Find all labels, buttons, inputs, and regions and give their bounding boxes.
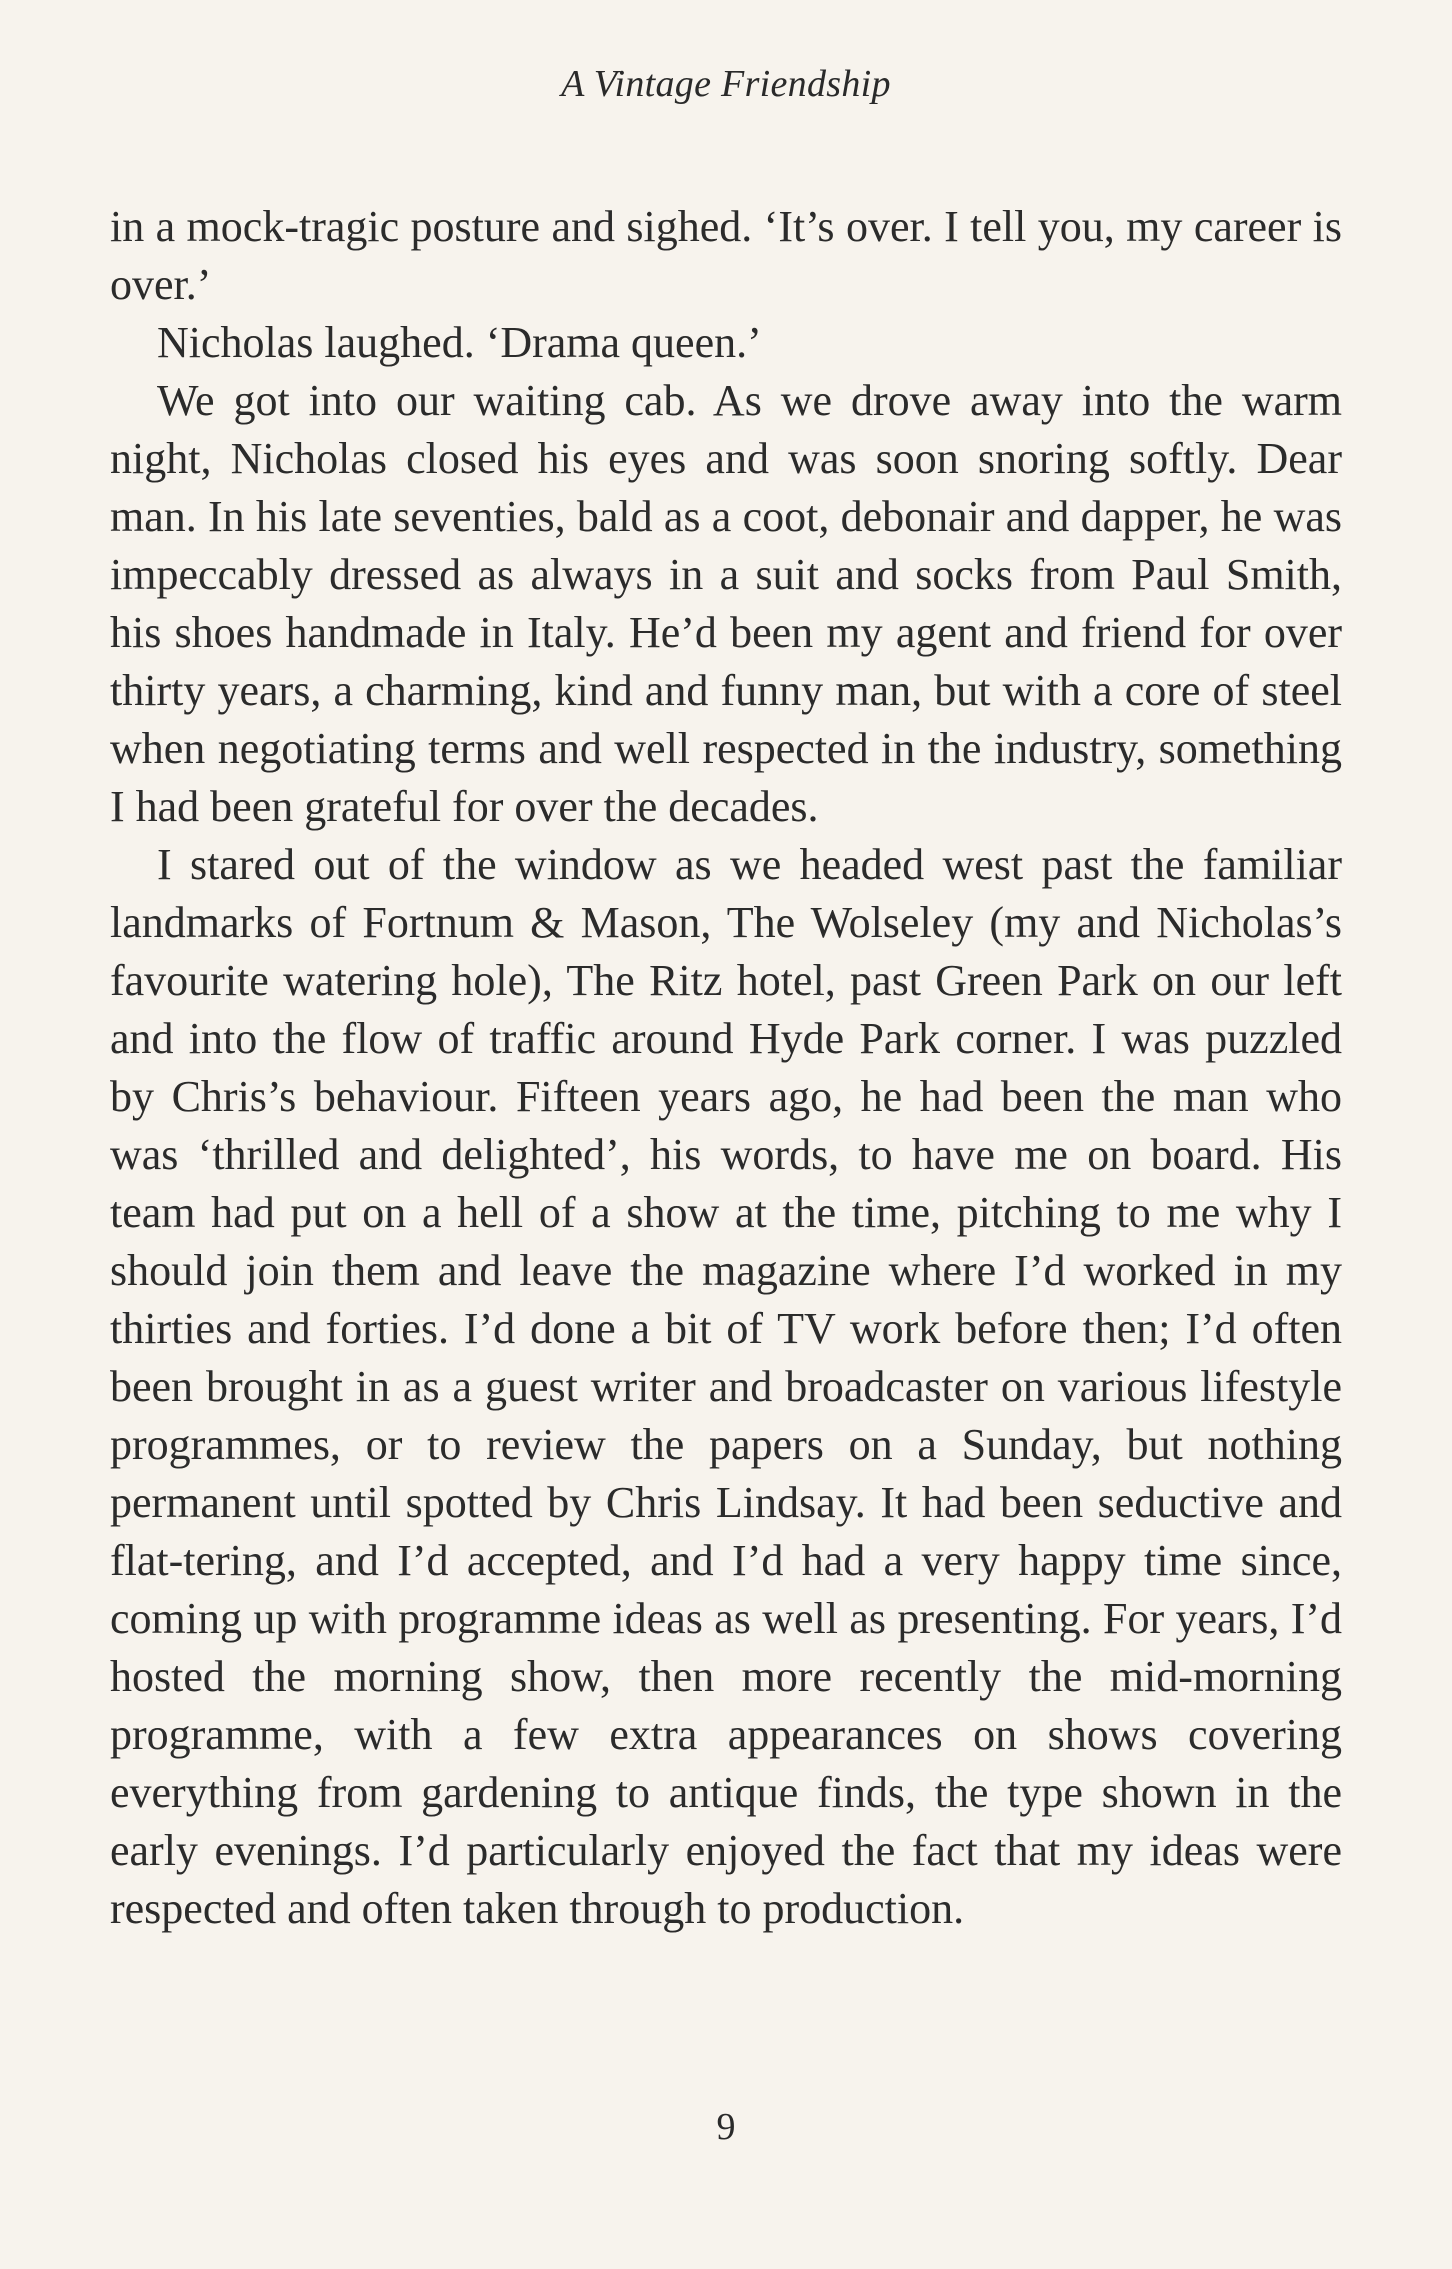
- paragraph: I stared out of the window as we headed west past the familiar landmarks of Fortnum & Mason, The Wolseley (my and Nicholas’s favourite watering hole), The Ritz hotel, past Green Park on our left and into the flow of traffic around Hyde Park corner. I was puzzled by Chris’s behaviour. Fifteen years ago, he had been the man who was ‘thrilled and delighted’, his words, to have me on board. His team had put on a hell of a show at the time, pitching to me why I should join them and leave the magazine where I’d worked in my thirties and forties. I’d done a bit of TV work before then; I’d often been brought in as a guest writer and broadcaster on various lifestyle programmes, or to review the papers on a Sunday, but nothing permanent until spotted by Chris Lindsay. It had been seductive and flat-tering, and I’d accepted, and I’d had a very happy time since, coming up with programme ideas as well as presenting. For years, I’d hosted the morning show, then more recently the mid-morning programme, with a few extra appearances on shows covering everything from gardening to antique finds, the type shown in the early evenings. I’d particularly enjoyed the fact that my ideas were respected and often taken through to production.: [110, 840, 1342, 1933]
- body-text: [110, 198, 1342, 1938]
- paragraph: in a mock-tragic posture and sighed. ‘It’s over. I tell you, my career is over.’: [110, 202, 1342, 309]
- page-number: 9: [716, 2106, 736, 2148]
- paragraph: Nicholas laughed. ‘Drama queen.’: [157, 318, 762, 367]
- paragraph: We got into our waiting cab. As we drove away into the warm night, Nicholas closed his eyes and was soon snoring softly. Dear man. In his late seventies, bald as a coot, debonair and dapper, he was impeccably dressed as always in a suit and socks from Paul Smith, his shoes handmade in Italy. He’d been my agent and friend for over thirty years, a charming, kind and funny man, but with a core of steel when negotiating terms and well respected in the industry, something I had been grateful for over the decades.: [110, 376, 1342, 831]
- running-head-title: A Vintage Friendship: [561, 63, 891, 105]
